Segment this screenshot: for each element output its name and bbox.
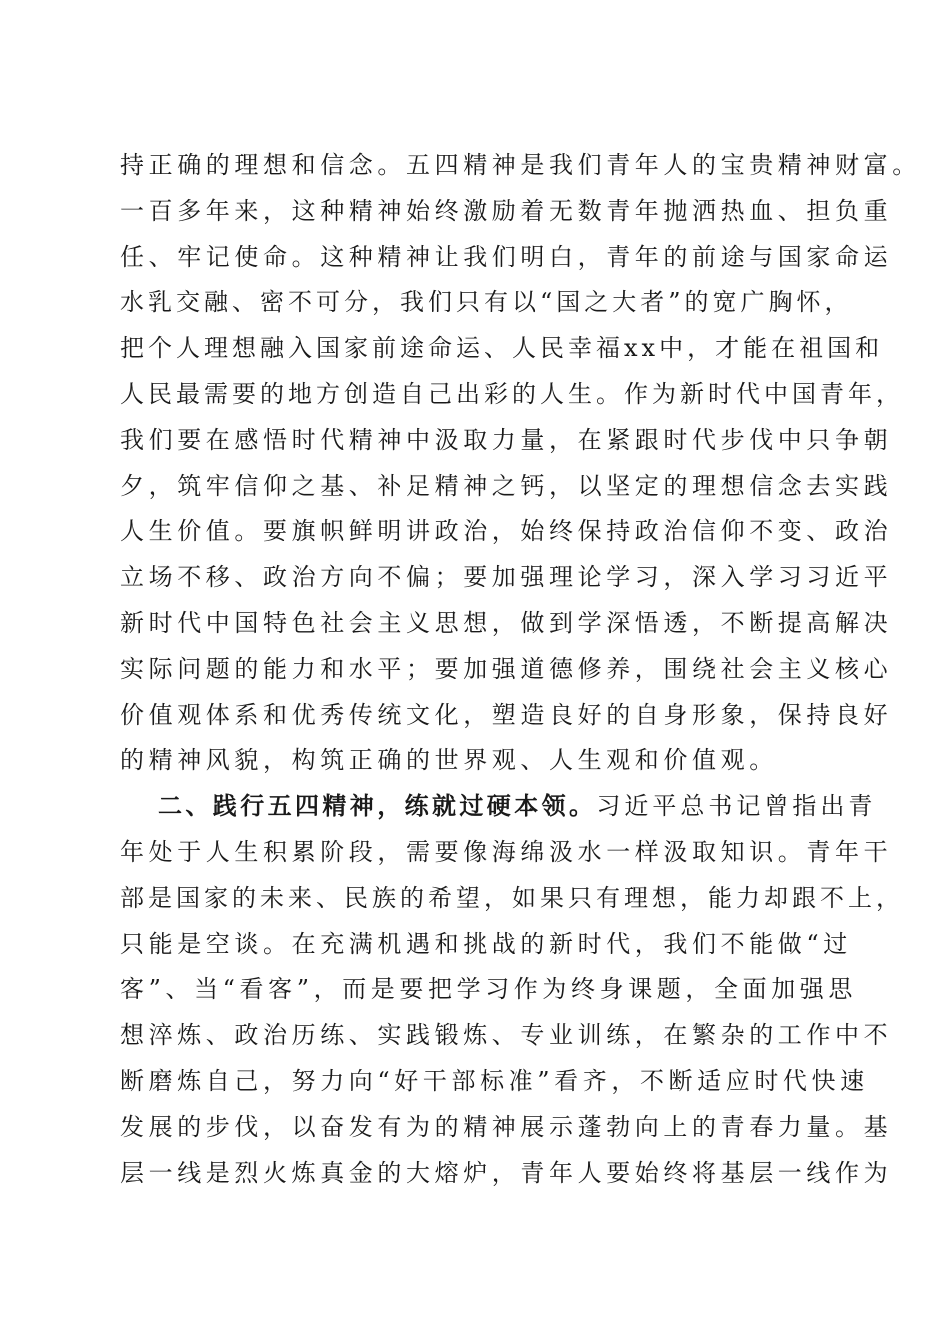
document-body — [120, 143, 921, 1196]
text-line: 部是国家的未来、民族的希望，如果只有理想，能力却跟不上， — [120, 883, 904, 912]
text-line: 客”、当“看客”，而是要把学习作为终身课题，全面加强思 — [120, 975, 858, 1004]
text-line: 想淬炼、政治历练、实践锻炼、专业训练，在繁杂的工作中不 — [120, 1021, 893, 1050]
text-line: 把个人理想融入国家前途命运、人民幸福xx中，才能在祖国和 — [120, 334, 884, 363]
text-line: 只能是空谈。在充满机遇和挑战的新时代，我们不能做“过 — [120, 929, 852, 958]
text-line: 的精神风貌，构筑正确的世界观、人生观和价值观。 — [120, 746, 778, 775]
text-line: 夕，筑牢信仰之基、补足精神之钙，以坚定的理想信念去实践 — [120, 471, 893, 500]
text-line: 断磨炼自己，努力向“好干部标准”看齐，不断适应时代快速 — [120, 1066, 869, 1095]
section-heading: 二、践行五四精神，练就过硬本领。 — [158, 792, 597, 821]
text-line: 一百多年来，这种精神始终激励着无数青年抛洒热血、担负重 — [120, 196, 893, 225]
text-line-first — [120, 784, 877, 830]
text-line: 水乳交融、密不可分，我们只有以“国之大者”的宽广胸怀， — [120, 288, 853, 317]
paragraph-ideals — [120, 143, 921, 784]
text-line: 价值观体系和优秀传统文化，塑造良好的自身形象，保持良好 — [120, 700, 893, 729]
text-line: 发展的步伐，以奋发有为的精神展示蓬勃向上的青春力量。基 — [120, 1112, 893, 1141]
text-line: 新时代中国特色社会主义思想，做到学深悟透，不断提高解决 — [120, 608, 893, 637]
text-line: 年处于人生积累阶段，需要像海绵汲水一样汲取知识。青年干 — [120, 837, 893, 866]
heading-continuation: 习近平总书记曾指出青 — [596, 792, 877, 821]
text-line: 任、牢记使命。这种精神让我们明白，青年的前途与国家命运 — [120, 242, 893, 271]
text-line: 层一线是烈火炼真金的大熔炉，青年人要始终将基层一线作为 — [120, 1158, 893, 1187]
text-line: 人民最需要的地方创造自己出彩的人生。作为新时代中国青年， — [120, 379, 904, 408]
text-line: 人生价值。要旗帜鲜明讲政治，始终保持政治信仰不变、政治 — [120, 517, 893, 546]
text-line: 我们要在感悟时代精神中汲取力量，在紧跟时代步伐中只争朝 — [120, 425, 893, 454]
text-line: 持正确的理想和信念。五四精神是我们青年人的宝贵精神财富。 — [120, 151, 921, 179]
text-line: 实际问题的能力和水平；要加强道德修养，围绕社会主义核心 — [120, 654, 893, 683]
text-line: 立场不移、政治方向不偏；要加强理论学习，深入学习习近平 — [120, 563, 893, 592]
paragraph-skills — [120, 784, 904, 1196]
